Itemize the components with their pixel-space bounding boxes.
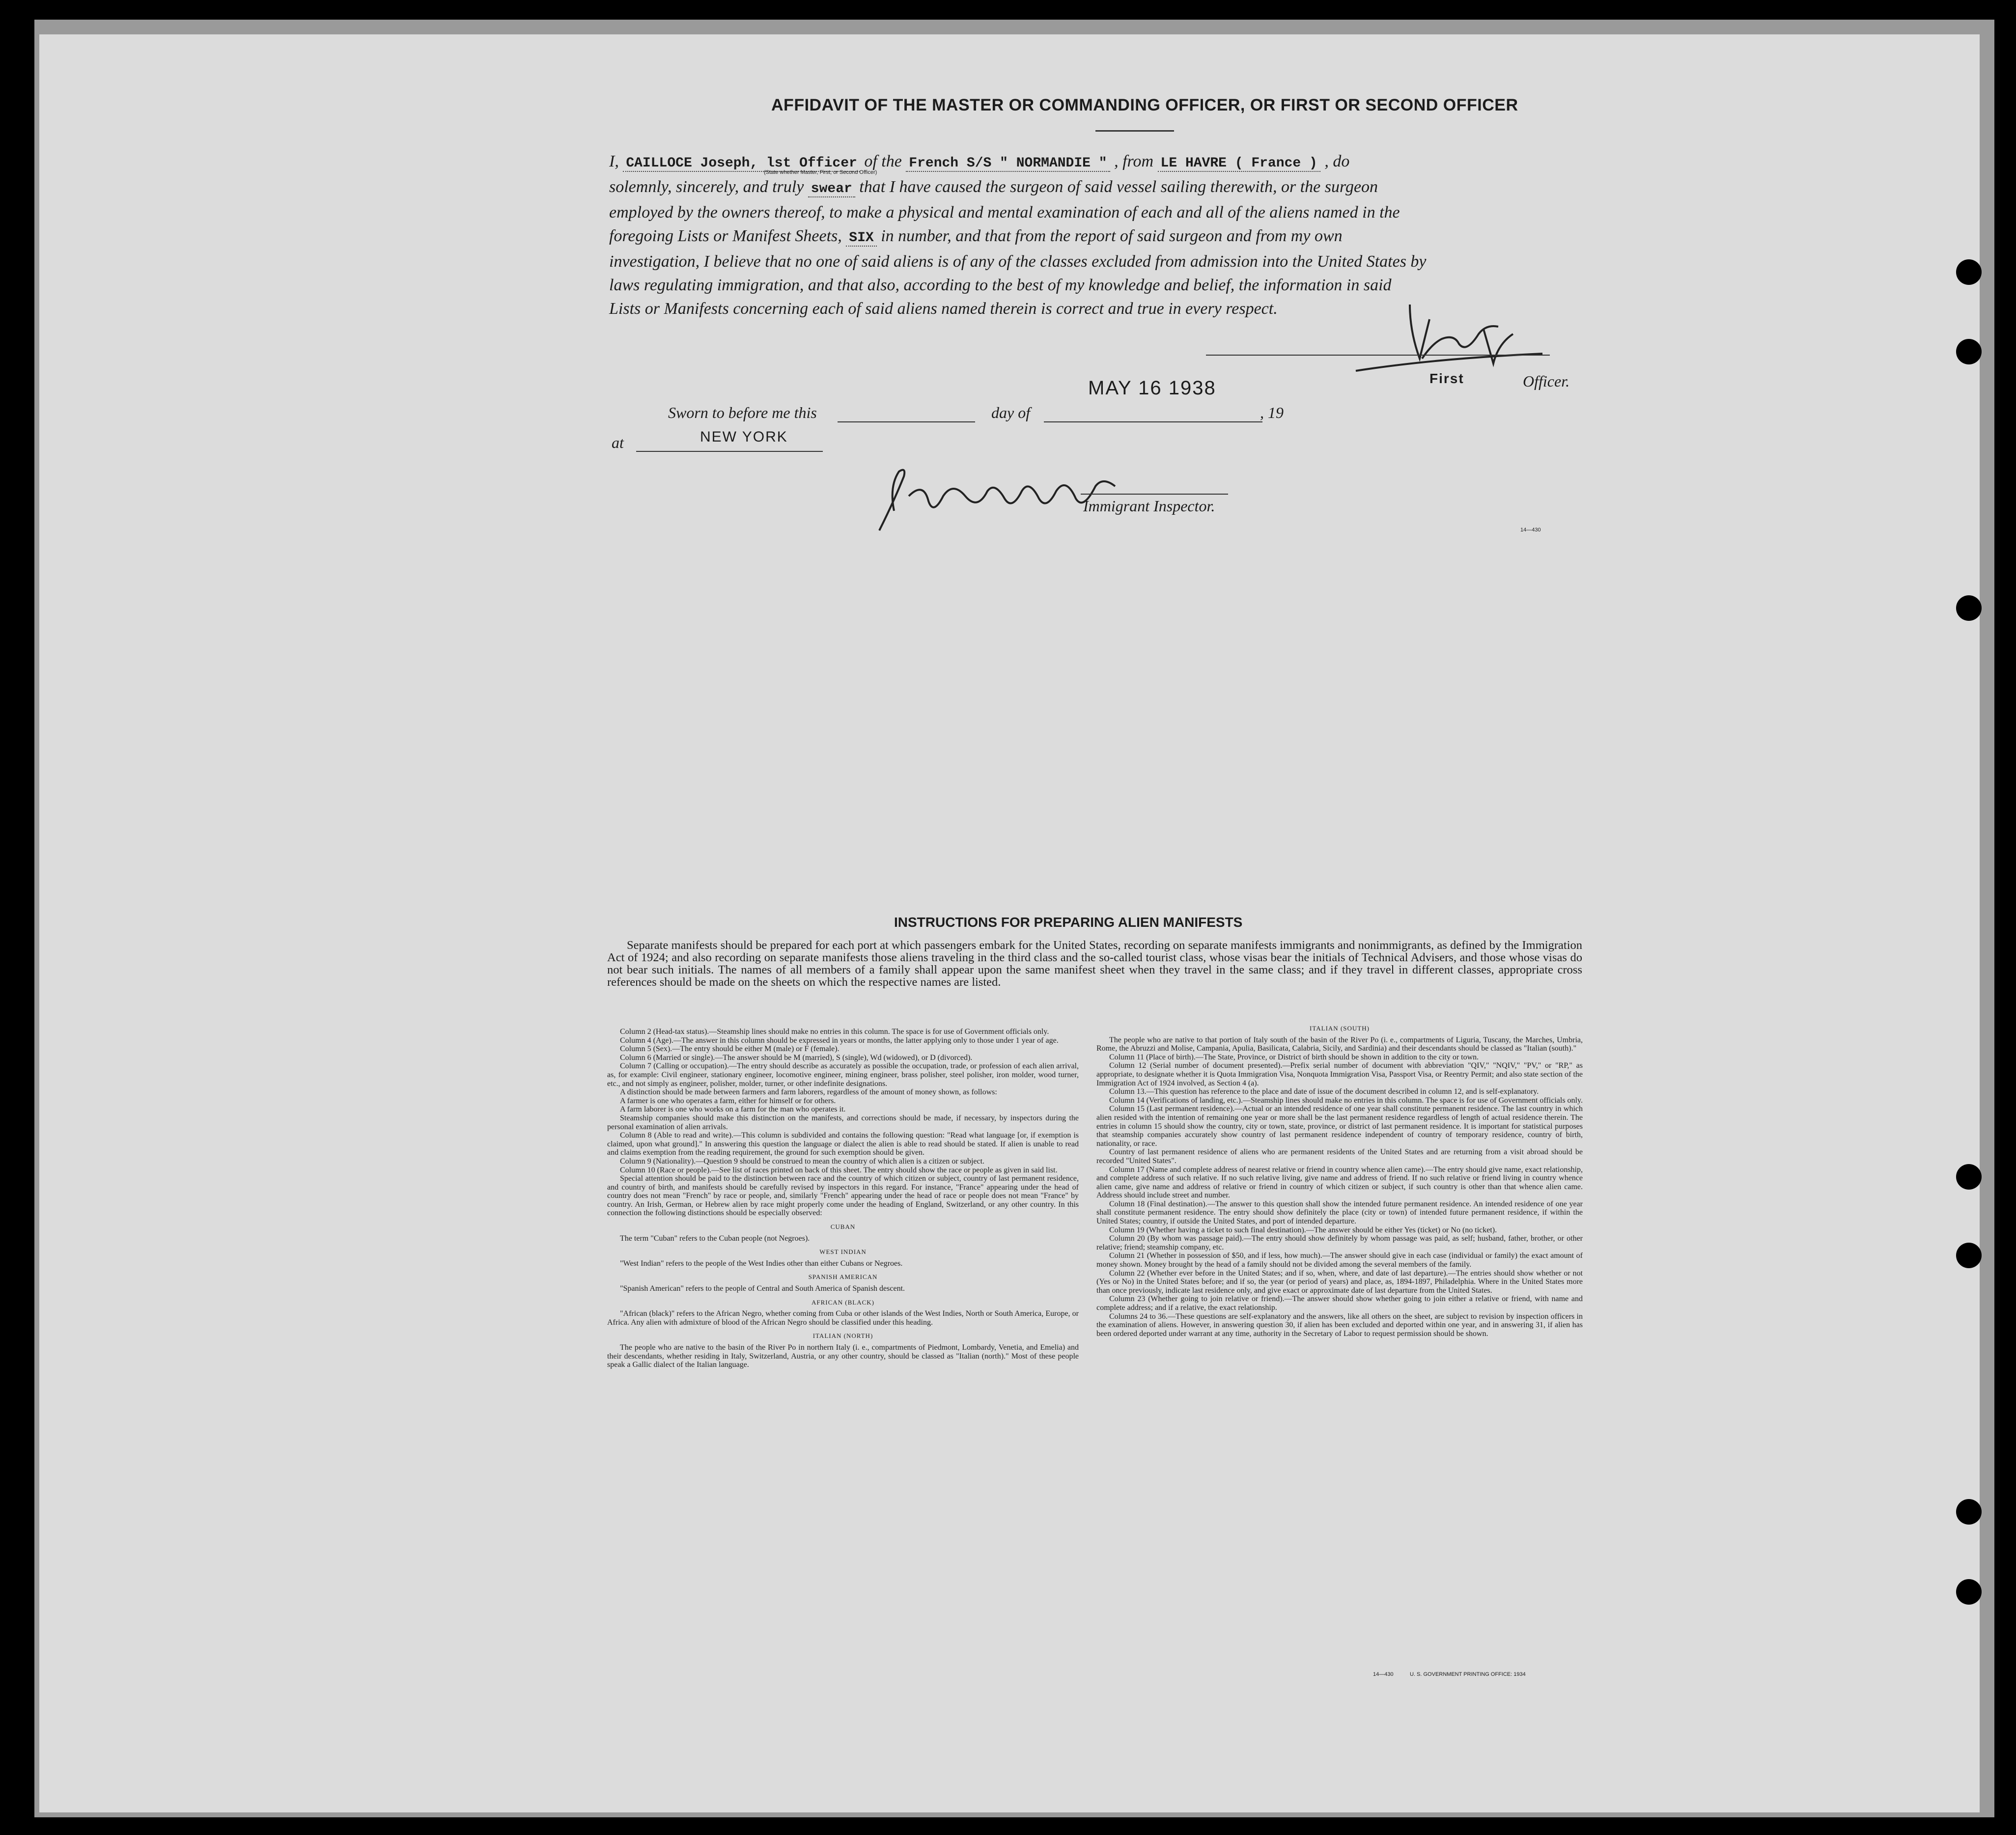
italian-north-text: The people who are native to the basin of the River Po in northern Italy (i. e., compartments of Piedmont, Lombardy, Venetia, and Emelia) and their descendants, whether residing in Italy, Switzerland, Austria, or any other country, should be classed as "Italian (north)." Most of these people speak a Gallic dialect of the Italian language. (607, 1343, 1079, 1369)
instruction-paragraph: Column 14 (Verifications of landing, etc.).—Steamship lines should make no entries in this column. The space is for use of Government officials only. (1109, 1096, 1583, 1105)
italian-north-heading: ITALIAN (NORTH) (812, 1332, 873, 1340)
signature-line (1206, 355, 1550, 356)
instruction-paragraph: Columns 24 to 36.—These questions are self-explanatory and the answers, like all others on the sheet, are subject to revision by inspection officers in the examination of aliens. However, in answering question 30, if alien has been excluded and deported within one year, and in answering 31, if alien has been ordered deported under warrant at any time, authority in the Secretary of Labor to request permission should be shown. (1096, 1312, 1583, 1338)
year-label: , 19 (1260, 404, 1284, 421)
instruction-paragraph: A farmer is one who operates a farm, either for himself or for others. (620, 1096, 836, 1105)
instruction-paragraph: Column 9 (Nationality).—Question 9 should be construed to mean the country of which alien is a citizen or subject. (620, 1157, 985, 1166)
instructions-title: INSTRUCTIONS FOR PREPARING ALIEN MANIFESTS (894, 915, 1243, 930)
cuban-text: The term "Cuban" refers to the Cuban people (not Negroes). (620, 1234, 810, 1243)
binder-hole (1956, 1499, 1982, 1525)
place-blank (636, 451, 823, 452)
inspector-label: Immigrant Inspector. (1083, 497, 1215, 515)
affidavit-title: AFFIDAVIT OF THE MASTER OR COMMANDING OFFICER, OR FIRST OR SECOND OFFICER (771, 96, 1518, 114)
instruction-paragraph: A farm laborer is one who works on a farm for the man who operates it. (620, 1105, 846, 1114)
binder-hole (1956, 1243, 1982, 1268)
instruction-paragraph: Column 11 (Place of birth).—The State, Province, or District of birth should be shown in addition to the city or town. (1109, 1053, 1479, 1061)
form-number: 14—430 (1520, 527, 1541, 533)
instruction-paragraph: Column 12 (Serial number of document presented).—Prefix serial number of document with abbreviation "QIV," "NQIV," "PV," or "RP," as appropriate, to designate whether it is Quota Immigration Visa, Nonquota Immigration Visa, Passport Visa, or Reentry Permit; and also state section of the Immigration Act of 1924 involved, as Section 4 (a). (1096, 1061, 1583, 1087)
instruction-paragraph: Column 17 (Name and complete address of nearest relative or friend in country whence alien came).—The entry should give name, exact relationship, and complete address of such relative. If no such relative living, give name and address of friend. If no such relative or friend living in country whence alien came, give name and address of relative or friend in country of which citizen or subject, if such country is other than that whence alien came. Address should include street and number. (1096, 1165, 1583, 1200)
date-stamp: MAY 16 1938 (1088, 377, 1216, 399)
binder-hole (1956, 595, 1982, 621)
right-paragraphs (1096, 1036, 1583, 1338)
instruction-paragraph: Column 20 (By whom was passage paid).—The entry should show definitely by whom passage was paid, as self; husband, father, brother, or other relative; friend; steamship company, etc. (1096, 1234, 1583, 1251)
at-label: at (612, 434, 624, 451)
officer-label: Officer. (1523, 372, 1570, 390)
instruction-paragraph: Column 4 (Age).—The answer in this column should be expressed in years or months, the latter applying only to those under 1 year of age. (620, 1036, 1059, 1045)
sworn-label: Sworn to before me this (668, 404, 817, 421)
west-indian-text: "West Indian" refers to the people of the West Indies other than either Cubans or Negroes. (620, 1259, 903, 1268)
instruction-paragraph: Steamship companies should make this distinction on the manifests, and corrections should be made, if necessary, by inspectors during the personal examination of alien arrivals. (607, 1113, 1079, 1131)
italian-south-heading: ITALIAN (SOUTH) (1310, 1025, 1370, 1032)
rank-field: First (1429, 371, 1464, 386)
place-stamp: NEW YORK (700, 429, 788, 445)
footer-form-number: 14—430 (1373, 1671, 1394, 1677)
left-paragraphs (607, 1028, 1079, 1218)
month-blank (1044, 421, 1262, 422)
affidavit-line-1: I, CAILLOCE Joseph, lst Officer of the French S/S " NORMANDIE " , from LE HAVRE ( France ) , do (609, 152, 1350, 171)
spanish-american-text: "Spanish American" refers to the people of Central and South America of Spanish descent. (620, 1284, 905, 1293)
instructions-intro: Separate manifests should be prepared for each port at which passengers embark for the United States, recording on separate manifests immigrants and nonimmigrants, as defined by the Immigration Act of 1924; and also recording on separate manifests those aliens traveling in the third class and the so-called tourist class, whose visas bear the initials of Technical Advisers, and those whose visas do not bear such initials. The names of all members of a family shall appear upon the same manifest sheet when they travel in the same class; and if they travel in different classes, appropriate cross references should be made on the sheets on which the respective names are listed. (607, 939, 1582, 989)
instruction-paragraph: Column 21 (Whether in possession of $50, and if less, how much).—The answer should give in each case (individual or family) the exact amount of money shown. Money brought by the head of a family should not be divided among the several members of the family. (1096, 1251, 1583, 1269)
instruction-paragraph: Column 5 (Sex).—The entry should be either M (male) or F (female). (620, 1045, 840, 1054)
vessel-field: French S/S " NORMANDIE " (906, 156, 1110, 172)
instruction-paragraph: The people who are native to that portion of Italy south of the basin of the River Po (i. e., compartments of Liguria, Tuscany, the Marches, Umbria, Rome, the Abruzzi and Molise, Campania, Apulia, Basilicata, Calabria, Sicily, and Sardinia) and their descendants should be classed as "Italian (south)." (1096, 1035, 1583, 1053)
instruction-paragraph: Column 18 (Final destination).—The answer to this question shall show the intended future permanent residence. An intended residence of one year shall constitute permanent residence. The entry should show definitely the place (city or town) of intended future permanent residence, if within the United States; country, if outside the United States, and port of intended departure. (1096, 1199, 1583, 1226)
affidavit-line-3: employed by the owners thereof, to make a physical and mental examination of each and all of the aliens named in the (609, 203, 1400, 222)
instruction-paragraph: Column 19 (Whether having a ticket to such final destination).—The answer should be either Yes (ticket) or No (no ticket). (1109, 1225, 1497, 1234)
binder-hole (1956, 259, 1982, 285)
affidavit-line-2: solemnly, sincerely, and truly swear that I have caused the surgeon of said vessel sailing therewith, or the surgeon (609, 178, 1378, 196)
state-note: (State whether Master, First, or Second Officer) (764, 169, 877, 175)
cuban-heading: CUBAN (830, 1223, 856, 1231)
instruction-paragraph: Column 8 (Able to read and write).—This column is subdivided and contains the following question: "Read what language [or, if exemption is claimed, upon what ground]." In answering this question the language or dialect the alien is able to read should be stated. If alien is unable to read and claims exemption from the reading requirement, the ground for such exemption should be given. (607, 1131, 1079, 1157)
instruction-paragraph: A distinction should be made between farmers and farm laborers, regardless of the amount of money shown, as follows: (620, 1088, 997, 1097)
footer-printer: U. S. GOVERNMENT PRINTING OFFICE: 1934 (1410, 1671, 1526, 1677)
instruction-paragraph: Column 7 (Calling or occupation).—The entry should describe as accurately as possible the occupation, trade, or profession of each alien arrival, as, for example: Civil engineer, stationary engineer, locomotive engineer, mining engineer, brass polisher, steel polisher, iron molder, wood turner, etc., and not simply as engineer, polisher, molder, turner, or other indefinite designations. (607, 1062, 1079, 1088)
instruction-paragraph: Column 6 (Married or single).—The answer should be M (married), S (single), Wd (widowed), or D (divorced). (620, 1053, 973, 1062)
oath-field: swear (808, 181, 855, 197)
affidavit-line-5: investigation, I believe that no one of said aliens is of any of the classes excluded from admission into the United States by (609, 252, 1427, 271)
affidavit-line-6: laws regulating immigration, and that also, according to the best of my knowledge and belief, the information in said (609, 276, 1392, 294)
instruction-paragraph: Column 2 (Head-tax status).—Steamship lines should make no entries in this column. The space is for use of Government officials only. (620, 1028, 1049, 1036)
binder-hole (1956, 339, 1982, 364)
instruction-paragraph: Country of last permanent residence of aliens who are permanent residents of the United States and are returning from a visit abroad should be recorded "United States". (1096, 1148, 1583, 1165)
binder-hole (1956, 1579, 1982, 1605)
officer-name-field: CAILLOCE Joseph, lst Officer (623, 156, 860, 172)
title-underline (1095, 130, 1174, 132)
inspector-line (1081, 494, 1228, 495)
affidavit-line-7: Lists or Manifests concerning each of said aliens named therein is correct and true in every respect. (609, 300, 1278, 318)
instruction-paragraph: Column 22 (Whether ever before in the United States; and if so, when, where, and date of last departure).—The entries should show whether or not (Yes or No) in the United States before; and if so, the year (or period of years) and place, as, 1894-1897, Philadelphia. Where in the United States more than once previously, indicate last residence only, and give exact or approximate date of last departure from the United States. (1096, 1269, 1583, 1295)
instruction-paragraph: Column 10 (Race or people).—See list of races printed on back of this sheet. The entry should show the race or people as given in said list. (620, 1166, 1058, 1174)
instruction-paragraph: Column 15 (Last permanent residence).—Actual or an intended residence of one year shall constitute permanent residence. The last country in which alien resided with the intention of remaining one year or more shall be the last permanent residence regardless of length of actual residence therein. The entries in column 15 should show the country, city or town, state, province, or district of last permanent residence. It is important for statistical purposes that steamship companies accurately show country of last permanent residence independent of country of temporary residence, country of birth, nationality, or race. (1096, 1105, 1583, 1148)
sheets-count-field: SIX (846, 230, 876, 247)
west-indian-heading: WEST INDIAN (819, 1248, 867, 1256)
affidavit-line-4: foregoing Lists or Manifest Sheets, SIX in number, and that from the report of said surgeon and from my own (609, 227, 1343, 246)
port-field: LE HAVRE ( France ) (1158, 156, 1320, 172)
african-heading: AFRICAN (BLACK) (811, 1298, 875, 1306)
instruction-paragraph: Column 13.—This question has reference to the place and date of issue of the document described in column 12, and is self-explanatory. (1109, 1087, 1539, 1096)
instruction-paragraph: Special attention should be paid to the distinction between race and the country of which citizen or subject, country of last permanent residence, and country of birth, and manifests should be carefully revised by inspectors in this regard. For instance, "France" appearing under the head of country does not mean "French" by race or people, and, similarly "French" appearing under the head of race or people does not mean "France" by country. An Irish, German, or Hebrew alien by race might properly come under the heading of England, Switzerland, or any other country. In this connection the following distinctions should be especially observed: (607, 1174, 1079, 1218)
binder-hole (1956, 1164, 1982, 1190)
african-text: "African (black)" refers to the African Negro, whether coming from Cuba or other islands of the West Indies, North or South America, Europe, or Africa. Any alien with admixture of blood of the African Negro should be classified under this heading. (607, 1309, 1079, 1327)
instructions-right-column (1096, 1024, 1583, 1338)
instruction-paragraph: Column 23 (Whether going to join relative or friend).—The answer should show whether going to join either a relative or friend, with name and complete address; and if a relative, the exact relationship. (1096, 1295, 1583, 1312)
spanish-american-heading: SPANISH AMERICAN (808, 1273, 878, 1281)
day-of-label: day of (991, 404, 1031, 421)
instructions-left-column (607, 1028, 1079, 1369)
day-blank (838, 421, 975, 422)
